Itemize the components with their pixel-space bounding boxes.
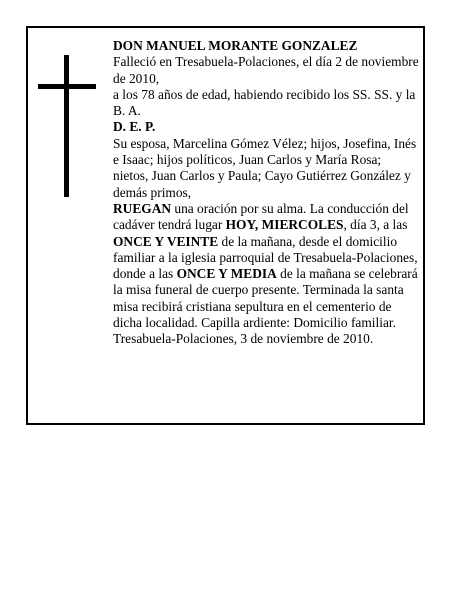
- funeral-text-3: de la mañana, desde el domicilio familiar a la iglesia parroquial de Tresabuela-Polaciones, donde a las: [113, 233, 418, 282]
- funeral-details: [113, 201, 419, 331]
- place-and-date: Tresabuela-Polaciones, 3 de noviembre de 2010.: [113, 331, 374, 347]
- funeral-text-4: de la mañana se celebrará la misa funeral de cuerpo presente. Terminada la santa misa recibirá cristiana sepultura en el cementerio de dicha localidad. Capilla ardiente: Domicilio familiar.: [113, 266, 418, 331]
- age-and-sacraments: a los 78 años de edad, habiendo recibido los SS. SS. y la B. A.: [113, 86, 416, 119]
- ruegan-label: RUEGAN: [113, 200, 172, 216]
- rest-in-peace: D. E. P.: [113, 119, 156, 135]
- cross-icon: [38, 55, 96, 197]
- funeral-text-1: una oración por su alma. La conducción del cadáver tendrá lugar: [113, 200, 409, 233]
- family-list: Su esposa, Marcelina Gómez Vélez; hijos, Josefina, Inés e Isaac; hijos políticos, Juan Carlos y María Rosa; nietos, Juan Carlos y Paula; Cayo Gutiérrez González y demás primos,: [113, 135, 417, 200]
- mass-time: ONCE Y MEDIA: [176, 266, 277, 282]
- notice-text: [113, 38, 419, 348]
- procession-time: ONCE Y VEINTE: [113, 233, 219, 249]
- funeral-text-2: , día 3, a las: [343, 217, 408, 233]
- deceased-name: DON MANUEL MORANTE GONZALEZ: [113, 38, 358, 53]
- cross-horizontal-bar: [38, 84, 96, 89]
- cross-vertical-bar: [64, 55, 69, 197]
- death-announcement: Falleció en Tresabuela-Polaciones, el día 2 de noviembre de 2010,: [113, 54, 419, 86]
- funeral-day: HOY, MIERCOLES: [225, 217, 344, 233]
